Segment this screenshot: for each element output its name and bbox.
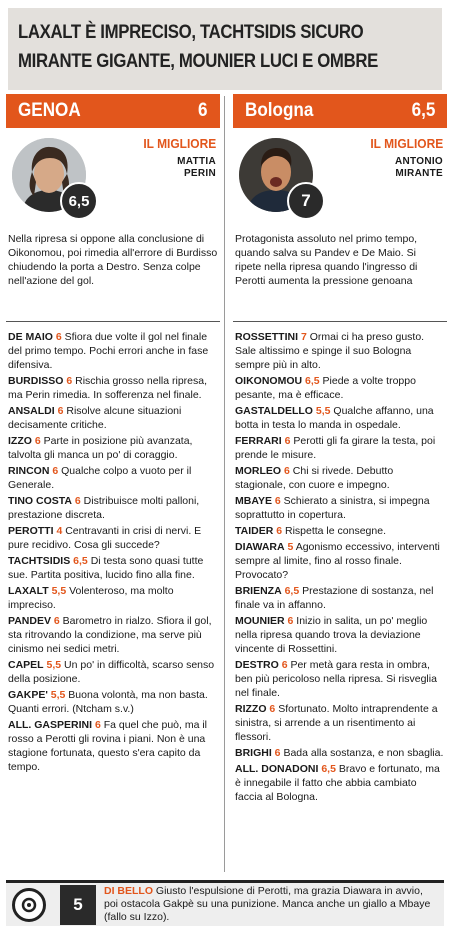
player-vote: 5,5 bbox=[46, 659, 62, 671]
player-vote: 6,5 bbox=[73, 555, 88, 567]
player-vote: 6 bbox=[287, 615, 294, 627]
player-vote: 6,5 bbox=[321, 763, 336, 775]
player-vote: 7 bbox=[300, 331, 307, 343]
bologna-best-name bbox=[395, 156, 443, 180]
column-divider bbox=[224, 96, 225, 872]
player-name: TACHTSIDIS bbox=[8, 555, 71, 567]
player-rating bbox=[8, 554, 218, 582]
player-rating bbox=[8, 524, 218, 552]
player-rating bbox=[8, 614, 218, 656]
player-rating bbox=[235, 540, 445, 582]
bologna-team-name: Bologna bbox=[245, 100, 314, 121]
bologna-team-bar bbox=[233, 94, 447, 128]
player-vote: 6 bbox=[274, 495, 281, 507]
player-rating bbox=[235, 614, 445, 656]
referee-footer bbox=[6, 880, 444, 926]
player-name: BRIENZA bbox=[235, 585, 282, 597]
player-name: MOUNIER bbox=[235, 615, 285, 627]
player-comment: Distribuisce molti palloni, prestazione discreta. bbox=[8, 495, 200, 521]
genoa-best-label: IL MIGLIORE bbox=[143, 136, 216, 151]
player-name: PEROTTI bbox=[8, 525, 54, 537]
player-name: IZZO bbox=[8, 435, 32, 447]
genoa-team-name: GENOA bbox=[18, 100, 81, 121]
player-rating bbox=[8, 688, 218, 716]
perin-rating-badge: 6,5 bbox=[60, 182, 98, 220]
referee-text: Giusto l'espulsione di Perotti, ma grazia Diawara in avvio, poi ostacola Gakpè su una punizione. Manca anche un giallo a Mbaye (fallo su Izzo). bbox=[104, 885, 431, 923]
player-vote: 6 bbox=[276, 525, 283, 537]
player-vote: 6 bbox=[274, 747, 281, 759]
player-comment: Prestazione di sostanza, nel finale va in affanno. bbox=[235, 585, 434, 611]
player-name: PANDEV bbox=[8, 615, 51, 627]
player-rating bbox=[235, 494, 445, 522]
referee-score: 5 bbox=[60, 885, 96, 925]
player-vote: 6 bbox=[74, 495, 81, 507]
player-comment: Risolve alcune situazioni decisamente critiche. bbox=[8, 405, 182, 431]
headline-line-2: MIRANTE GIGANTE, MOUNIER LUCI E OMBRE bbox=[18, 50, 378, 72]
player-comment: Centravanti in crisi di nervi. E pure recidivo. Cosa gli succede? bbox=[8, 525, 202, 551]
player-comment: Chi si rivede. Debutto stagionale, con cuore e impegno. bbox=[235, 465, 394, 491]
player-comment: Per metà gara resta in ombra, ben più pericoloso nella ripresa. Si risveglia nel finale. bbox=[235, 659, 437, 699]
bologna-column bbox=[233, 94, 447, 806]
mirante-rating-badge: 7 bbox=[287, 182, 325, 220]
player-rating bbox=[235, 524, 445, 538]
player-name: ALL. GASPERINI bbox=[8, 719, 93, 731]
player-rating bbox=[235, 330, 445, 372]
player-comment: Barometro in rialzo. Sfiora il gol, sta ritrovando la condizione, ma serve più cinismo nei sedici metri. bbox=[8, 615, 212, 655]
player-comment: Buona volontà, ma non basta. Quanti errori. (Ntcham s.v.) bbox=[8, 689, 208, 715]
player-name: BRIGHI bbox=[235, 747, 272, 759]
player-vote: 6 bbox=[55, 331, 62, 343]
bologna-team-score: 6,5 bbox=[411, 100, 435, 121]
player-vote: 6 bbox=[284, 465, 290, 477]
player-comment: Schierato a sinistra, si impegna soprattutto in copertura. bbox=[235, 495, 430, 521]
player-name: FERRARI bbox=[235, 435, 282, 447]
player-rating bbox=[8, 404, 218, 432]
player-vote: 5,5 bbox=[315, 405, 331, 417]
player-name: GASTALDELLO bbox=[235, 405, 313, 417]
player-name: BURDISSO bbox=[8, 375, 64, 387]
player-comment: Qualche affanno, una botta in testa lo manda in ospedale. bbox=[235, 405, 434, 431]
player-rating bbox=[8, 584, 218, 612]
bologna-best-last-name: MIRANTE bbox=[395, 168, 443, 179]
referee-name: DI BELLO bbox=[104, 885, 153, 897]
player-rating bbox=[235, 434, 445, 462]
player-rating bbox=[235, 746, 445, 760]
player-vote: 6,5 bbox=[284, 585, 300, 597]
genoa-summary: Nella ripresa si oppone alla conclusione di Oikonomou, poi rimedia all'errore di Burdisso chiudendo la porta a Destro. Senza colpe nell'azione del gol. bbox=[6, 232, 220, 322]
player-name: ALL. DONADONI bbox=[235, 763, 319, 775]
player-name: LAXALT bbox=[8, 585, 49, 597]
player-vote: 5,5 bbox=[51, 585, 67, 597]
player-name: MBAYE bbox=[235, 495, 272, 507]
bologna-summary: Protagonista assoluto nel primo tempo, quando salva su Pandev e De Maio. Si ripete nella ripresa quando l'ingresso di Perotti aumenta la pressione genoana bbox=[233, 232, 447, 322]
player-vote: 4 bbox=[56, 525, 63, 537]
genoa-column bbox=[6, 94, 220, 776]
player-comment: Rischia grosso nella ripresa, ma Perin rimedia. In sofferenza nel finale. bbox=[8, 375, 208, 401]
genoa-team-bar bbox=[6, 94, 220, 128]
whistle-icon bbox=[12, 888, 46, 922]
player-name: DESTRO bbox=[235, 659, 279, 671]
player-name: RIZZO bbox=[235, 703, 267, 715]
headline-box bbox=[8, 8, 442, 90]
genoa-best-player bbox=[6, 128, 220, 228]
player-name: ROSSETTINI bbox=[235, 331, 299, 343]
player-comment: Perotti gli fa girare la testa, poi prende le misure. bbox=[235, 435, 436, 461]
player-vote: 6,5 bbox=[305, 375, 320, 387]
player-rating bbox=[235, 374, 445, 402]
player-vote: 6 bbox=[66, 375, 73, 387]
player-rating bbox=[235, 762, 445, 804]
player-rating bbox=[8, 464, 218, 492]
player-comment: Qualche colpo a vuoto per il Generale. bbox=[8, 465, 192, 491]
player-rating bbox=[235, 404, 445, 432]
player-comment: Agonismo eccessivo, interventi sempre al limite, fino al rosso finale. Provocato? bbox=[235, 541, 440, 581]
bologna-best-first-name: ANTONIO bbox=[394, 156, 443, 167]
player-comment: Volenteroso, ma molto impreciso. bbox=[8, 585, 174, 611]
player-vote: 6 bbox=[53, 615, 60, 627]
player-comment: Ormai ci ha preso gusto. Sale altissimo e spinge il suo Bologna sempre più in alto. bbox=[235, 331, 425, 371]
player-vote: 6 bbox=[281, 659, 288, 671]
genoa-best-first-name: MATTIA bbox=[177, 156, 216, 167]
player-comment: Bravo e fortunato, ma è innegabile il fatto che abbia cambiato faccia al Bologna. bbox=[235, 763, 440, 803]
player-vote: 6 bbox=[284, 435, 291, 447]
player-vote: 6 bbox=[52, 465, 59, 477]
player-name: DIAWARA bbox=[235, 541, 285, 553]
player-name: TAIDER bbox=[235, 525, 274, 537]
player-rating bbox=[8, 330, 218, 372]
player-vote: 5,5 bbox=[50, 689, 66, 701]
player-vote: 6 bbox=[94, 719, 101, 731]
referee-comment bbox=[104, 885, 434, 924]
genoa-team-score: 6 bbox=[198, 100, 208, 121]
player-name: TINO COSTA bbox=[8, 495, 72, 507]
player-vote: 6 bbox=[269, 703, 276, 715]
genoa-best-last-name: PERIN bbox=[183, 168, 216, 179]
bologna-ratings-list bbox=[233, 330, 447, 804]
player-rating bbox=[8, 374, 218, 402]
player-rating bbox=[8, 718, 218, 774]
player-vote: 5 bbox=[287, 541, 294, 553]
player-rating bbox=[8, 494, 218, 522]
bologna-best-label: IL MIGLIORE bbox=[370, 136, 443, 151]
player-comment: Rispetta le consegne. bbox=[285, 525, 386, 537]
player-comment: Di testa sono quasi tutte sue. Partita positiva, lucido fino alla fine. bbox=[8, 555, 204, 581]
player-rating bbox=[235, 584, 445, 612]
player-rating bbox=[8, 434, 218, 462]
player-comment: Fa quel che può, ma il rosso a Perotti gli rovina i piani. Non è una stagione fortunata, questo s'era capito da tempo. bbox=[8, 719, 208, 773]
genoa-best-name bbox=[177, 156, 216, 180]
player-comment: Sfiora due volte il gol nel finale del primo tempo. Pochi errori anche in fase difensiva. bbox=[8, 331, 209, 371]
player-comment: Sfortunato. Molto intraprendente a sinistra, si arrende a un risentimento ai flessori. bbox=[235, 703, 438, 743]
player-comment: Bada alla sostanza, e non sbaglia. bbox=[283, 747, 444, 759]
headline-line-1: LAXALT È IMPRECISO, TACHTSIDIS SICURO bbox=[18, 21, 364, 43]
player-comment: Un po' in difficoltà, scarso senso della posizione. bbox=[8, 659, 215, 685]
player-name: MORLEO bbox=[235, 465, 282, 477]
player-name: RINCON bbox=[8, 465, 50, 477]
player-rating bbox=[235, 464, 445, 492]
player-name: ANSALDI bbox=[8, 405, 55, 417]
player-rating bbox=[8, 658, 218, 686]
player-vote: 6 bbox=[57, 405, 64, 417]
player-vote: 6 bbox=[34, 435, 41, 447]
player-name: OIKONOMOU bbox=[235, 375, 303, 387]
player-comment: Parte in posizione più avanzata, talvolta gli manca un po' di coraggio. bbox=[8, 435, 193, 461]
player-name: DE MAIO bbox=[8, 331, 53, 343]
player-name: GAKPE' bbox=[8, 689, 48, 701]
player-comment: Inizio in salita, un po' meglio nella ripresa quando trova la deviazione vincente di Rossettini. bbox=[235, 615, 428, 655]
player-rating bbox=[235, 702, 445, 744]
player-rating bbox=[235, 658, 445, 700]
genoa-ratings-list bbox=[6, 330, 220, 774]
player-comment: Piede a volte troppo pesante, ma è efficace. bbox=[235, 375, 416, 401]
bologna-best-player bbox=[233, 128, 447, 228]
player-name: CAPEL bbox=[8, 659, 44, 671]
